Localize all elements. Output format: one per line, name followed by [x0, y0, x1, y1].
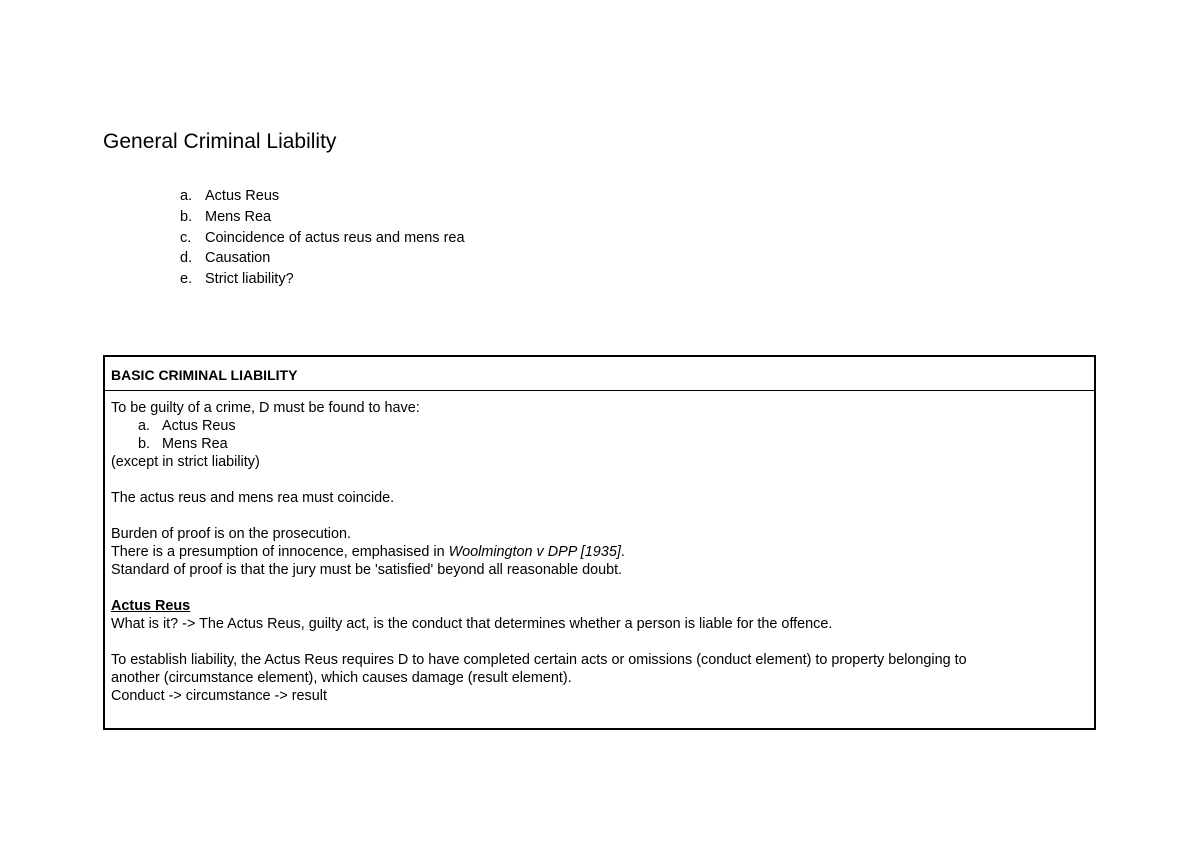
list-marker: b.	[180, 208, 193, 225]
list-marker: a.	[180, 188, 193, 204]
list-marker: a.	[138, 418, 151, 434]
intro-text: To be guilty of a crime, D must be found to have:	[111, 400, 420, 416]
burden-text: Burden of proof is on the prosecution.	[111, 526, 351, 542]
what-is-it-text: What is it? -> The Actus Reus, guilty act, is the conduct that determines whether a person is liable for the offence.	[111, 616, 833, 632]
case-citation: Woolmington v DPP [1935]	[448, 544, 621, 560]
list-marker: d.	[180, 250, 193, 267]
requirement-item	[111, 417, 1094, 435]
list-item-text: Coincidence of actus reus and mens rea	[205, 229, 465, 246]
list-item-text: Mens Rea	[205, 208, 272, 225]
exception-text: (except in strict liability)	[111, 454, 260, 470]
list-marker: c.	[180, 229, 192, 246]
presumption-suffix: .	[620, 544, 625, 560]
establish-text-line1: To establish liability, the Actus Reus requires D to have completed certain acts or omissions (conduct element) to property belonging to	[111, 652, 967, 668]
presumption-prefix: There is a presumption of innocence, emphasised in	[111, 544, 449, 560]
presumption-text	[111, 543, 1094, 561]
list-item-text: Actus Reus	[162, 418, 236, 434]
box-body	[105, 391, 1094, 705]
requirement-item	[111, 435, 1094, 453]
coincide-text: The actus reus and mens rea must coincide.	[111, 490, 395, 506]
actus-reus-heading: Actus Reus	[111, 598, 191, 614]
list-item-text: Causation	[205, 250, 271, 267]
chain-text: Conduct -> circumstance -> result	[111, 688, 327, 704]
page-title: General Criminal Liability	[103, 130, 337, 153]
list-item-text: Strict liability?	[205, 271, 294, 288]
box-header: BASIC CRIMINAL LIABILITY	[105, 357, 1094, 391]
basic-criminal-liability-box	[103, 355, 1096, 730]
list-item-text: Actus Reus	[205, 188, 280, 204]
list-marker: e.	[180, 271, 193, 288]
list-item-text: Mens Rea	[162, 436, 228, 452]
establish-text-line2: another (circumstance element), which causes damage (result element).	[111, 670, 572, 686]
standard-text: Standard of proof is that the jury must be 'satisfied' beyond all reasonable doubt.	[111, 562, 623, 578]
list-marker: b.	[138, 436, 151, 452]
